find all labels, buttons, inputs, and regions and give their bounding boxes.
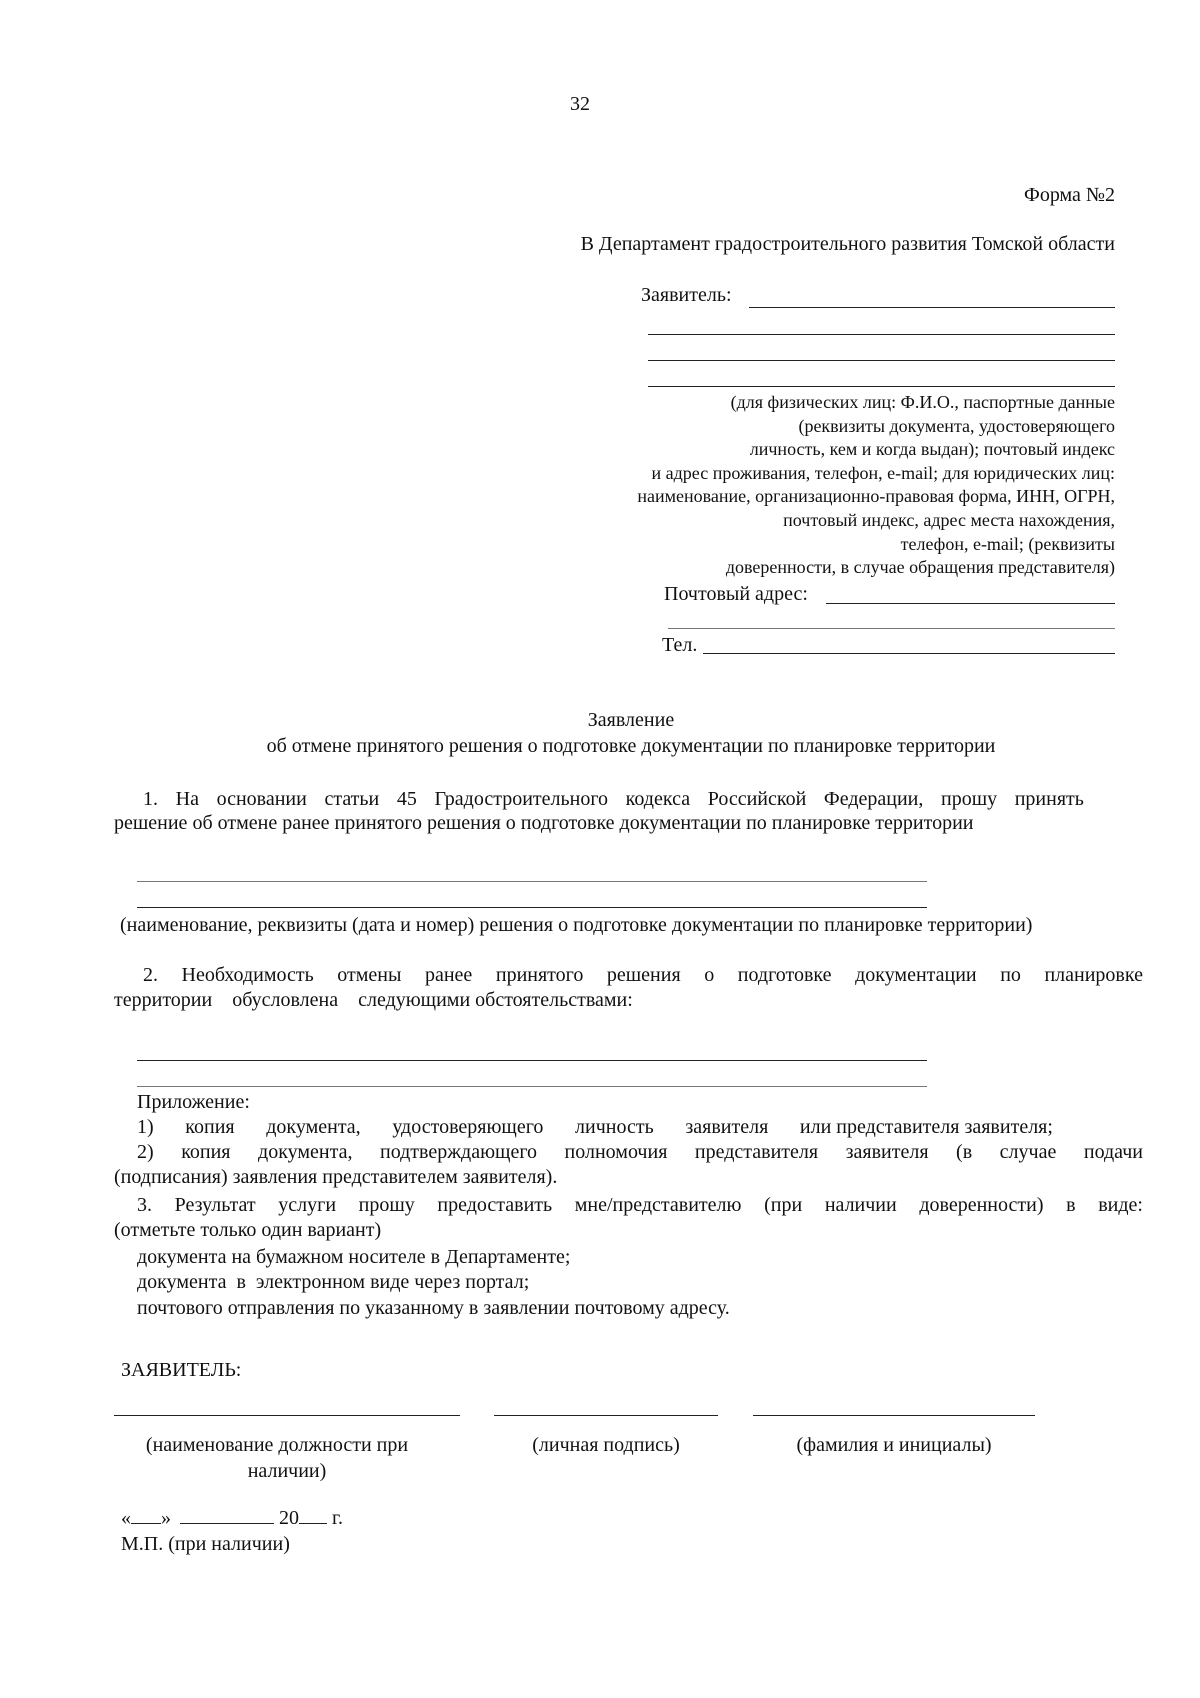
result-word: мне/представителю — [574, 1194, 742, 1216]
signer-label: ЗАЯВИТЕЛЬ: — [121, 1359, 242, 1381]
result-word: (при — [764, 1194, 803, 1216]
applicant-note-line: почтовый индекс, адрес места нахождения, — [783, 509, 1115, 530]
page-number: 32 — [570, 93, 590, 115]
item-2-word: принятого — [495, 964, 584, 986]
item-1-word: 1. — [143, 788, 158, 810]
form-number: Форма №2 — [1024, 184, 1115, 206]
result-option[interactable]: документа на бумажном носителе в Департаменте; — [137, 1246, 571, 1268]
year-blank[interactable] — [299, 1507, 327, 1524]
result-word: наличии — [824, 1194, 897, 1216]
attachment-1-word: заявителя — [685, 1116, 769, 1138]
item-1-word: 45 — [396, 788, 417, 810]
day-blank[interactable] — [131, 1507, 161, 1524]
date-field[interactable] — [121, 1506, 343, 1530]
phone-label: Тел. — [662, 634, 698, 656]
applicant-line-2[interactable] — [648, 334, 1115, 335]
item-2-word: отмены — [337, 964, 402, 986]
item-2-word: 2. — [143, 964, 158, 986]
attachment-2-word: копия — [181, 1141, 231, 1163]
applicant-note-line: наименование, организационно-правовая форма, ИНН, ОГРН, — [637, 486, 1115, 507]
result-word: 3. — [137, 1194, 152, 1216]
result-word: услуги — [278, 1194, 337, 1216]
attachment-2-word: случае — [999, 1141, 1057, 1163]
applicant-label: Заявитель: — [641, 284, 732, 306]
item-2-word: планировке — [1044, 964, 1143, 986]
result-word: предоставить — [437, 1194, 553, 1216]
applicant-note-line: и адрес проживания, телефон, e-mail; для юридических лиц: — [651, 462, 1115, 483]
item-2-line-1 — [143, 963, 1143, 987]
attachment-2-word: подтверждающего — [379, 1141, 538, 1163]
item-1-word: кодекса — [625, 788, 691, 810]
date-close-quote: » — [161, 1507, 171, 1529]
applicant-note-line: телефон, e-mail; (реквизиты — [900, 533, 1115, 554]
decision-caption: (наименование, реквизиты (дата и номер) решения о подготовке документации по планировке территории) — [120, 914, 1033, 936]
attachment-1-word: копия — [185, 1116, 235, 1138]
circumstances-line-1[interactable] — [137, 1060, 927, 1061]
attachment-2-word: документа, — [258, 1141, 353, 1163]
position-caption-line-2: наличии) — [247, 1460, 327, 1482]
decision-line-2[interactable] — [137, 907, 927, 908]
position-caption-line-1: (наименование должности при — [145, 1434, 409, 1456]
signature-caption: (личная подпись) — [532, 1434, 680, 1456]
attachment-1-word: удостоверяющего — [392, 1116, 544, 1138]
postal-address-line-1[interactable] — [826, 603, 1115, 604]
position-line[interactable] — [114, 1415, 460, 1416]
attachments-label: Приложение: — [137, 1091, 250, 1113]
postal-address-line-2[interactable] — [668, 628, 1115, 629]
signature-line[interactable] — [494, 1415, 718, 1416]
attachment-1-word: 1) — [137, 1116, 154, 1138]
item-1-word: статьи — [324, 788, 380, 810]
applicant-line-4[interactable] — [648, 386, 1115, 387]
seal-note: М.П. (при наличии) — [121, 1533, 290, 1555]
applicant-note-line: доверенности, в случае обращения представителя) — [725, 557, 1115, 578]
applicant-note-line: (для физических лиц: Ф.И.О., паспортные данные — [730, 392, 1115, 412]
attachment-2-word: представителя — [694, 1141, 819, 1163]
attachment-2-word: 2) — [137, 1141, 154, 1163]
year-suffix: г. — [332, 1507, 343, 1529]
result-line-1 — [137, 1193, 1143, 1217]
item-1-word: основании — [216, 788, 307, 810]
name-caption: (фамилия и инициалы) — [796, 1434, 992, 1456]
circumstances-line-2[interactable] — [137, 1086, 927, 1087]
position-caption — [114, 1433, 460, 1483]
result-option[interactable]: почтового отправления по указанному в заявлении почтовому адресу. — [137, 1297, 730, 1319]
attachment-2-line-2: (подписания) заявления представителем заявителя). — [114, 1166, 558, 1188]
item-2-word: Необходимость — [181, 964, 314, 986]
item-1-word: принять — [1014, 788, 1084, 810]
result-word: доверенности) — [919, 1194, 1044, 1216]
phone-line[interactable] — [703, 653, 1115, 654]
document-title: Заявление — [587, 709, 675, 731]
applicant-note-line: личность, кем и когда выдан); почтовый индекс — [749, 439, 1115, 460]
attachment-1 — [137, 1115, 1053, 1139]
document-subtitle: об отмене принятого решения о подготовке документации по планировке территории — [266, 735, 996, 757]
attachment-2-word: (в — [956, 1141, 973, 1163]
attachment-2 — [137, 1140, 1143, 1164]
result-option[interactable]: документа в электронном виде через портал; — [137, 1271, 530, 1293]
attachment-2-word: подачи — [1083, 1141, 1143, 1163]
item-2-word: подготовке — [737, 964, 832, 986]
addressee: В Департамент градостроительного развития Томской области — [580, 233, 1115, 255]
item-1-line-1 — [143, 787, 1084, 811]
item-1-word: Градостроительного — [434, 788, 609, 810]
item-1-word: Федерации, — [823, 788, 924, 810]
applicant-line-3[interactable] — [648, 360, 1115, 361]
result-word: в — [1066, 1194, 1076, 1216]
year-prefix: 20 — [279, 1507, 299, 1529]
decision-line-1[interactable] — [137, 881, 927, 882]
attachment-2-word: заявителя — [845, 1141, 929, 1163]
attachment-1-word: или представителя заявителя; — [799, 1116, 1053, 1138]
month-blank[interactable] — [180, 1507, 274, 1524]
result-word: виде: — [1098, 1194, 1143, 1216]
attachment-1-word: документа, — [266, 1116, 361, 1138]
applicant-note — [637, 391, 1115, 580]
item-2-word: о — [704, 964, 715, 986]
item-2-word: документации — [855, 964, 977, 986]
item-2-line-2: территории обусловлена следующими обстоятельствами: — [114, 989, 633, 1011]
item-2-word: решения — [606, 964, 681, 986]
item-1-word: Российской — [707, 788, 807, 810]
applicant-line-1[interactable] — [749, 307, 1115, 308]
result-line-2: (отметьте только один вариант) — [114, 1219, 382, 1241]
attachment-1-word: личность — [575, 1116, 654, 1138]
item-1-line-2: решение об отмене ранее принятого решения о подготовке документации по планировке территории — [114, 812, 974, 834]
date-open-quote: « — [121, 1507, 131, 1529]
name-line[interactable] — [753, 1415, 1035, 1416]
applicant-note-line: (реквизиты документа, удостоверяющего — [798, 415, 1115, 436]
result-word: Результат — [174, 1194, 256, 1216]
item-2-word: ранее — [424, 964, 473, 986]
item-2-word: по — [1000, 964, 1021, 986]
postal-address-label: Почтовый адрес: — [664, 583, 808, 605]
item-1-word: прошу — [940, 788, 998, 810]
item-1-word: На — [175, 788, 199, 810]
result-word: прошу — [358, 1194, 415, 1216]
attachment-2-word: полномочия — [564, 1141, 668, 1163]
